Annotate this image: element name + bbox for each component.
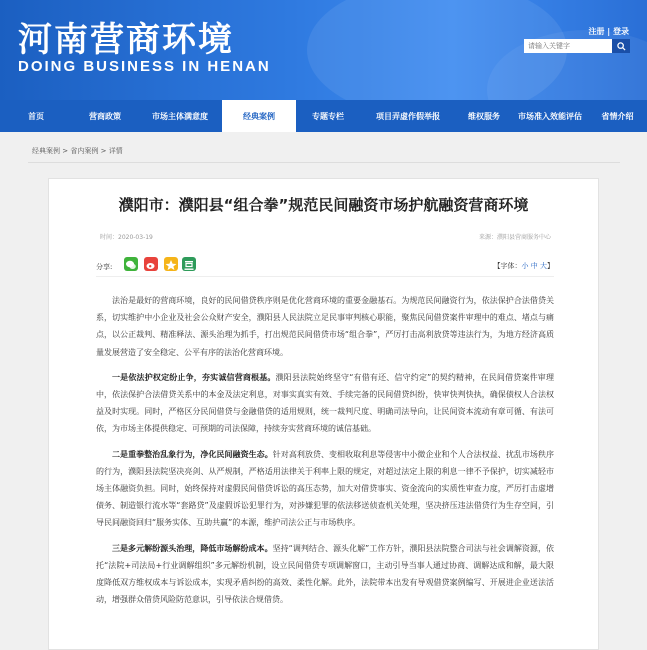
breadcrumb-item: 详情 <box>108 147 123 155</box>
nav-item-policy[interactable]: 营商政策 <box>89 111 121 121</box>
site-title[interactable]: 河南营商环境 <box>18 20 234 60</box>
search-button[interactable] <box>612 39 630 53</box>
font-large-button[interactable]: 大 <box>540 262 547 270</box>
main-nav <box>0 100 647 132</box>
article-time: 时间：2020-03-19 <box>100 234 153 241</box>
article-paragraph <box>96 540 554 609</box>
weibo-icon[interactable] <box>144 257 158 271</box>
site-header-banner <box>0 0 647 100</box>
article-paragraph <box>96 369 554 438</box>
nav-item-province-intro[interactable]: 省情介绍 <box>601 111 634 121</box>
font-small-button[interactable]: 小 <box>521 262 529 270</box>
paragraph-heading: 三是多元解纷源头治理，降低市场解纷成本。 <box>112 543 273 553</box>
site-subtitle: DOING BUSINESS IN HENAN <box>18 58 271 75</box>
paragraph-heading: 一是依法护权定纷止争，夯实诚信营商根基。 <box>112 372 276 382</box>
auth-separator: | <box>607 27 611 36</box>
share-label: 分享: <box>96 263 113 271</box>
douban-icon[interactable] <box>182 257 196 271</box>
paragraph-text: 濮阳县法院始终坚守“有借有还、信守约定”的契约精神，在民间借贷案件审理中，依法保护合法借贷关系中的本金及法定利息，对事实真实有效、手续完备的民间借贷纠纷，快审快判快执，确保债权人合法权益及时实现。同时，严格区分民间借贷与金融借贷的适用规则，统一裁判尺度、明确司法导向，让民间资本流动有章可循、有法可依，为市场主体提供稳定、可预期的司法保障，持续夯实营商环境的诚信基础。 <box>96 372 554 434</box>
divider <box>28 162 620 163</box>
nav-item-market-access[interactable]: 市场准入效能评估 <box>518 111 582 121</box>
register-link[interactable]: 注册 <box>588 27 605 36</box>
share-bar <box>96 256 554 277</box>
nav-item-special-topics[interactable]: 专题专栏 <box>312 111 344 121</box>
font-size-control <box>494 261 554 271</box>
article-paragraph: 法治是最好的营商环境，良好的民间借贷秩序则是优化营商环境的重要金融基石。为规范民间融资行为，依法保护合法借贷关系，切实维护中小企业及社会公众财产安全，濮阳县人民法院立足民事审判核心职能，聚焦民间借贷案件审理中的难点、堵点与痛点，以公正裁判、精准释法、源头治理为抓手，打出规范民间借贷市场“组合拳”，严厉打击高利放贷等违法行为，为地方经济高质量发展营造了安全稳定、公平有序的法治化营商环境。 <box>96 296 554 357</box>
login-link[interactable]: 登录 <box>613 27 629 36</box>
nav-item-rights-service[interactable]: 维权服务 <box>468 111 500 121</box>
paragraph-text: 坚持“调判结合、源头化解”工作方针，濮阳县法院整合司法与社会调解资源，依托“法院+司法局+行业调解组织”多元解纷机制，设立民间借贷专项调解窗口，主动引导当事人通过协商、调解达成和解，最大限度降低双方维权成本与诉讼成本，实现矛盾纠纷的高效、柔性化解。此外，法院带本出发有导观借贷案例编写、开展进企业送法活动，增强群众借贷风险防范意识，引导依法合规借贷。 <box>96 543 554 605</box>
paragraph-heading: 二是重拳整治乱象行为，净化民间融资生态。 <box>112 449 273 459</box>
qzone-icon[interactable] <box>164 257 178 271</box>
font-label-prefix: 【字体： <box>493 262 522 270</box>
breadcrumb-item[interactable]: 省内案例 <box>70 147 99 155</box>
auth-links <box>588 26 629 37</box>
article-paragraph <box>96 446 554 532</box>
nav-item-satisfaction[interactable]: 市场主体满意度 <box>152 111 208 121</box>
nav-item-fraud-report[interactable]: 项目弄虚作假举报 <box>376 111 440 121</box>
search-icon <box>617 42 626 51</box>
wechat-icon[interactable] <box>124 257 138 271</box>
nav-item-classic-cases[interactable]: 经典案例 <box>222 100 296 132</box>
breadcrumb <box>32 146 123 156</box>
font-label-suffix: 】 <box>547 262 554 270</box>
breadcrumb-separator: > <box>62 147 69 155</box>
article-source: 来源：濮阳县营商服务中心 <box>478 234 551 241</box>
nav-item-home[interactable]: 首页 <box>28 111 44 121</box>
paragraph-text: 针对高利放贷、变相收取利息等侵害中小微企业和个人合法权益、扰乱市场秩序的行为，濮阳县法院坚决亮剑、从严规制，严格适用法律关于利率上限的规定，对超过法定上限的利息一律不予保护，切实减轻市场主体融资负担。同时，始终保持对虚假民间借贷诉讼的高压态势，加大对借贷事实、资金流向的实质性审查力度，严厉打击虚增债务、制造银行流水等“套路贷”及虚假诉讼犯罪行为，对涉嫌犯罪的依法移送侦查机关处理，坚决挤压违法借贷行为生存空间，引导民间融资回归“服务实体、互助共赢”的本源，维护司法公正与市场秩序。 <box>96 449 555 528</box>
font-medium-button[interactable]: 中 <box>530 262 538 270</box>
breadcrumb-item[interactable]: 经典案例 <box>32 147 60 155</box>
article-body <box>96 292 554 616</box>
article-title: 濮阳市：濮阳县“组合拳”规范民间融资市场护航融资营商环境 <box>118 196 529 214</box>
breadcrumb-separator: > <box>100 147 107 155</box>
